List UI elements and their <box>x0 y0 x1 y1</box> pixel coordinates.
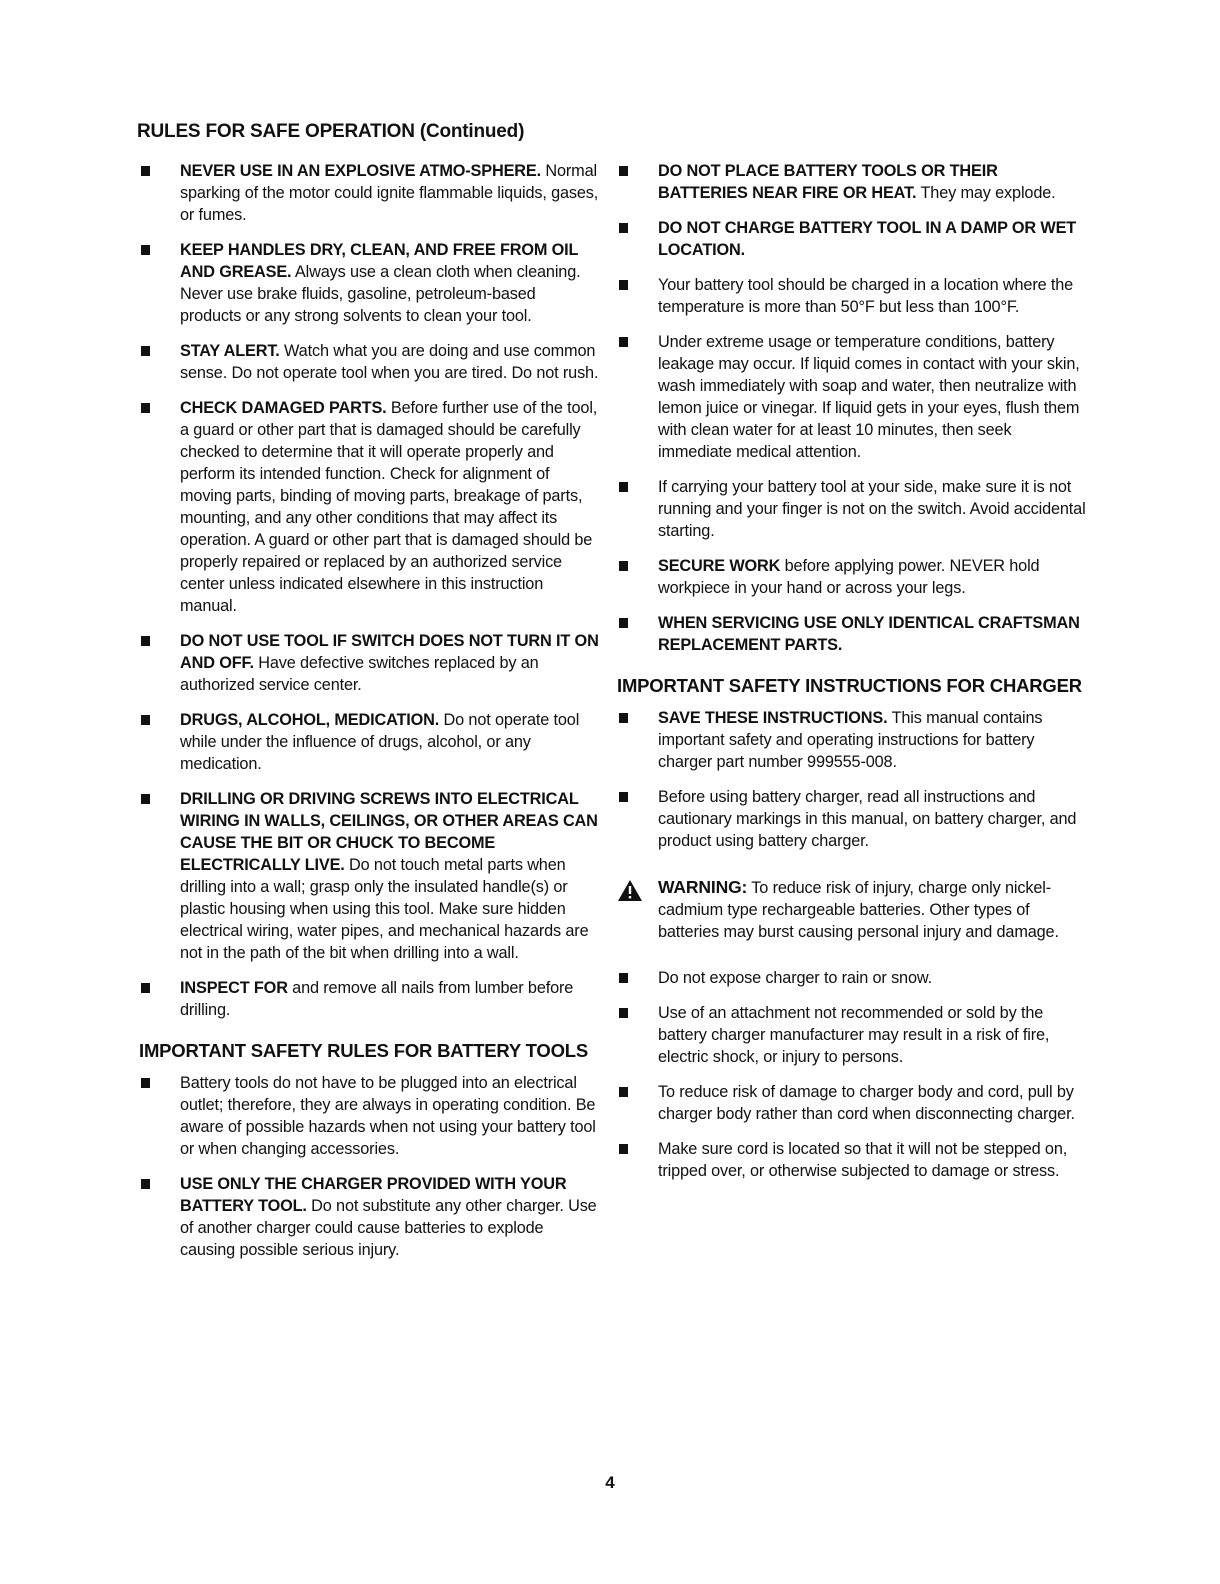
item-body-text: Under extreme usage or temperature conditions, battery leakage may occur. If liquid comes in contact with your skin, wash immediately with soap and water, then neutralize with lemon juice or vinegar. If liquid gets in your eyes, flush them with clean water for at least 10 minutes, then seek immediate medical attention. <box>658 333 1080 461</box>
battery-item-list <box>139 1072 599 1261</box>
list-item <box>139 977 599 1021</box>
square-bullet-icon <box>619 166 628 176</box>
item-lead-text: NEVER USE IN AN EXPLOSIVE ATMO-SPHERE. <box>180 162 541 180</box>
square-bullet-icon <box>141 166 150 176</box>
list-item <box>139 239 599 327</box>
item-body-text: Have defective switches replaced by an authorized service center. <box>180 654 539 694</box>
item-body-text: They may explode. <box>916 184 1056 202</box>
square-bullet-icon <box>619 973 628 983</box>
list-item <box>139 630 599 696</box>
list-item <box>617 967 1087 989</box>
item-body-text: Do not operate tool while under the influence of drugs, alcohol, or any medication. <box>180 711 580 773</box>
charger-item-list <box>617 707 1087 852</box>
list-item <box>617 331 1087 463</box>
page-number: 4 <box>605 1473 615 1492</box>
battery-section-heading: IMPORTANT SAFETY RULES FOR BATTERY TOOLS <box>139 1040 589 1061</box>
square-bullet-icon <box>619 280 628 290</box>
list-item <box>139 160 599 226</box>
item-body-text: Normal sparking of the motor could ignite flammable liquids, gases, or fumes. <box>180 162 599 224</box>
warning-text: To reduce risk of injury, charge only nickel-cadmium type rechargeable batteries. Other types of batteries may burst causing personal injury and damage. <box>658 879 1059 941</box>
right-item-list <box>617 160 1087 656</box>
left-item-list <box>139 160 599 1021</box>
square-bullet-icon <box>141 245 150 255</box>
list-item <box>139 788 599 964</box>
item-body-text: Your battery tool should be charged in a location where the temperature is more than 50°F but less than 100°F. <box>658 276 1074 316</box>
warning-triangle-icon <box>617 879 643 902</box>
square-bullet-icon <box>619 337 628 347</box>
list-item <box>617 786 1087 852</box>
list-item <box>617 476 1087 542</box>
item-lead-text: SECURE WORK <box>658 557 781 575</box>
list-item <box>617 1138 1087 1182</box>
item-lead-text: DRILLING OR DRIVING SCREWS INTO ELECTRICAL WIRING IN WALLS, CEILINGS, OR OTHER AREAS CAN CAUSE THE BIT OR CHUCK TO BECOME ELECTRICALLY LIVE. <box>180 790 598 874</box>
item-body-text: Battery tools do not have to be plugged into an electrical outlet; therefore, they are always in operating condition. Be aware of possible hazards when not using your battery tool or when changing accessories. <box>180 1074 596 1158</box>
charger-section-heading: IMPORTANT SAFETY INSTRUCTIONS FOR CHARGER <box>617 675 1082 696</box>
item-lead-text: WHEN SERVICING USE ONLY IDENTICAL CRAFTSMAN REPLACEMENT PARTS. <box>658 614 1080 654</box>
square-bullet-icon <box>141 715 150 725</box>
item-body-text: This manual contains important safety and operating instructions for battery charger part number 999555-008. <box>658 709 1043 771</box>
item-lead-text: CHECK DAMAGED PARTS. <box>180 399 387 417</box>
item-body-text: To reduce risk of damage to charger body and cord, pull by charger body rather than cord when disconnecting charger. <box>658 1083 1075 1123</box>
square-bullet-icon <box>619 713 628 723</box>
square-bullet-icon <box>141 403 150 413</box>
item-body-text: Do not touch metal parts when drilling into a wall; grasp only the insulated handle(s) or plastic housing when using this tool. Make sure hidden electrical wiring, water pipes, and mechanical hazards are not in the path of the bit when drilling into a wall. <box>180 856 589 962</box>
item-lead-text: INSPECT FOR <box>180 979 288 997</box>
square-bullet-icon <box>619 1144 628 1154</box>
list-item <box>617 1002 1087 1068</box>
item-lead-text: STAY ALERT. <box>180 342 280 360</box>
item-body-text: If carrying your battery tool at your side, make sure it is not running and your finger is not on the switch. Avoid accidental starting. <box>658 478 1086 540</box>
list-item <box>617 160 1087 204</box>
item-body-text: Always use a clean cloth when cleaning. Never use brake fluids, gasoline, petroleum-based products or any strong solvents to clean your tool. <box>180 263 581 325</box>
list-item <box>617 274 1087 318</box>
square-bullet-icon <box>141 636 150 646</box>
square-bullet-icon <box>141 983 150 993</box>
item-lead-text: DRUGS, ALCOHOL, MEDICATION. <box>180 711 440 729</box>
warning-block <box>617 876 1087 943</box>
list-item <box>139 709 599 775</box>
list-item <box>139 1072 599 1160</box>
square-bullet-icon <box>141 794 150 804</box>
item-body-text: Do not expose charger to rain or snow. <box>658 969 932 987</box>
item-lead-text: SAVE THESE INSTRUCTIONS. <box>658 709 888 727</box>
warning-label: WARNING: <box>658 877 748 897</box>
item-lead-text: DO NOT PLACE BATTERY TOOLS OR THEIR BATTERIES NEAR FIRE OR HEAT. <box>658 162 998 202</box>
square-bullet-icon <box>619 223 628 233</box>
item-lead-text: USE ONLY THE CHARGER PROVIDED WITH YOUR BATTERY TOOL. <box>180 1175 567 1215</box>
list-item <box>617 1081 1087 1125</box>
right-column <box>617 160 1087 1195</box>
list-item <box>139 340 599 384</box>
item-body-text: Before further use of the tool, a guard or other part that is damaged should be carefully checked to determine that it will operate properly and perform its intended function. Check for alignment of moving parts, binding of moving parts, breakage of parts, mounting, and any other conditions that may affect its operation. A guard or other part that is damaged should be properly repaired or replaced by an authorized service center unless indicated elsewhere in this instruction manual. <box>180 399 598 615</box>
list-item <box>617 707 1087 773</box>
list-item <box>139 1173 599 1261</box>
item-body-text: Make sure cord is located so that it will not be stepped on, tripped over, or otherwise subjected to damage or stress. <box>658 1140 1068 1180</box>
square-bullet-icon <box>141 346 150 356</box>
page-heading: RULES FOR SAFE OPERATION (Continued) <box>137 121 525 142</box>
square-bullet-icon <box>619 1008 628 1018</box>
charger-item-list-2 <box>617 967 1087 1182</box>
square-bullet-icon <box>619 1087 628 1097</box>
item-body-text: Watch what you are doing and use common sense. Do not operate tool when you are tired. Do not rush. <box>180 342 599 382</box>
square-bullet-icon <box>619 482 628 492</box>
item-body-text: Use of an attachment not recommended or sold by the battery charger manufacturer may result in a risk of fire, electric shock, or injury to persons. <box>658 1004 1050 1066</box>
square-bullet-icon <box>619 792 628 802</box>
list-item <box>617 217 1087 261</box>
square-bullet-icon <box>619 561 628 571</box>
square-bullet-icon <box>141 1179 150 1189</box>
item-lead-text: DO NOT CHARGE BATTERY TOOL IN A DAMP OR WET LOCATION. <box>658 219 1077 259</box>
item-body-text: before applying power. NEVER hold workpiece in your hand or across your legs. <box>658 557 1040 597</box>
item-body-text: and remove all nails from lumber before drilling. <box>180 979 574 1019</box>
item-body-text: Before using battery charger, read all instructions and cautionary markings in this manual, on battery charger, and product using battery charger. <box>658 788 1077 850</box>
square-bullet-icon <box>141 1078 150 1088</box>
item-lead-text: DO NOT USE TOOL IF SWITCH DOES NOT TURN IT ON AND OFF. <box>180 632 599 672</box>
list-item <box>617 612 1087 656</box>
item-body-text: Do not substitute any other charger. Use of another charger could cause batteries to explode causing possible serious injury. <box>180 1197 597 1259</box>
square-bullet-icon <box>619 618 628 628</box>
list-item <box>617 555 1087 599</box>
item-lead-text: KEEP HANDLES DRY, CLEAN, AND FREE FROM OIL AND GREASE. <box>180 241 579 281</box>
left-column <box>139 160 599 1274</box>
list-item <box>139 397 599 617</box>
